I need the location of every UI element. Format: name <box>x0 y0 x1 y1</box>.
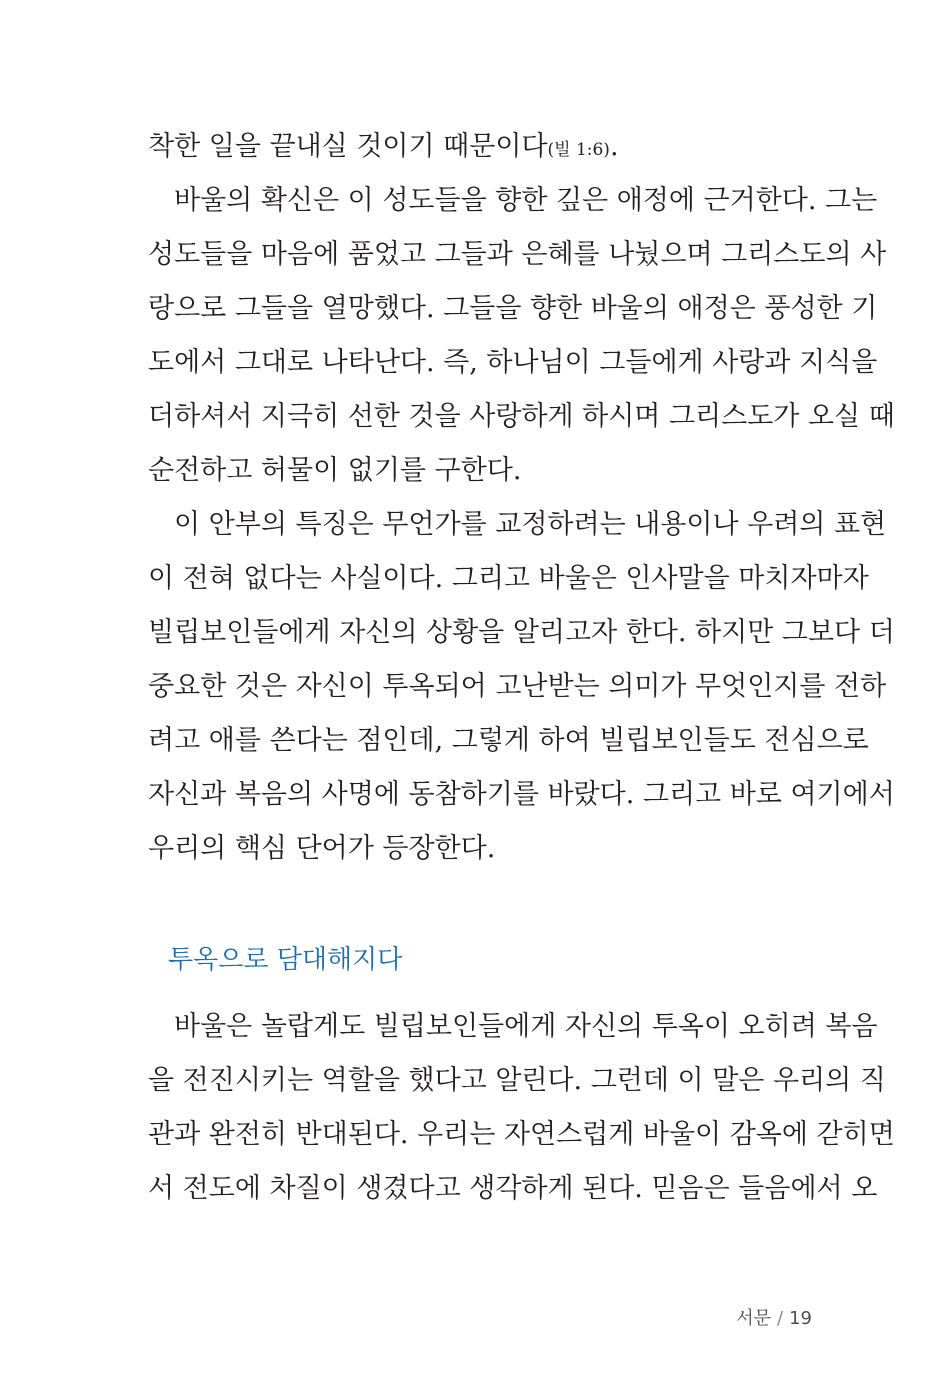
text-line: 도에서 그대로 나타난다. 즉, 하나님이 그들에게 사랑과 지식을 <box>148 347 878 378</box>
text-line: 바울의 확신은 이 성도들을 향한 깊은 애정에 근거한다. 그는 <box>174 185 878 216</box>
line-text: 착한 일을 끝내실 것이기 때문이다 <box>148 131 548 162</box>
text-line: 서 전도에 차질이 생겼다고 생각하게 된다. 믿음은 들음에서 오 <box>148 1173 878 1204</box>
scripture-citation: (빌 1:6) <box>547 140 610 160</box>
page-number: 19 <box>789 1308 812 1329</box>
page-footer <box>736 1305 812 1333</box>
text-line: 을 전진시키는 역할을 했다고 알린다. 그런데 이 말은 우리의 직 <box>148 1065 886 1096</box>
text-line: 더하셔서 지극히 선한 것을 사랑하게 하시며 그리스도가 오실 때 <box>148 401 895 432</box>
text-line: 중요한 것은 자신이 투옥되어 고난받는 의미가 무엇인지를 전하 <box>148 671 887 702</box>
section-body-text <box>148 1000 895 1216</box>
text-line: 이 안부의 특징은 무언가를 교정하려는 내용이나 우려의 표현 <box>174 509 887 540</box>
body-text <box>148 120 895 876</box>
text-line: 관과 완전히 반대된다. 우리는 자연스럽게 바울이 감옥에 갇히면 <box>148 1119 895 1150</box>
text-line <box>148 120 812 174</box>
section-heading: 투옥으로 담대해지다 <box>168 945 403 975</box>
text-line: 이 전혀 없다는 사실이다. 그리고 바울은 인사말을 마치자마자 <box>148 563 869 594</box>
footer-section-title: 서문 <box>736 1308 772 1329</box>
text-line: 바울은 놀랍게도 빌립보인들에게 자신의 투옥이 오히려 복음 <box>174 1011 878 1042</box>
footer-separator: / <box>777 1308 784 1329</box>
text-line: 성도들을 마음에 품었고 그들과 은혜를 나눴으며 그리스도의 사 <box>148 239 887 270</box>
text-line: 순전하고 허물이 없기를 구한다. <box>148 455 522 486</box>
text-line: 자신과 복음의 사명에 동참하기를 바랐다. 그리고 바로 여기에서 <box>148 779 895 810</box>
text-line: 우리의 핵심 단어가 등장한다. <box>148 833 496 864</box>
text-line: 랑으로 그들을 열망했다. 그들을 향한 바울의 애정은 풍성한 기 <box>148 293 878 324</box>
line-end: . <box>609 131 619 162</box>
text-line: 려고 애를 쓴다는 점인데, 그렇게 하여 빌립보인들도 전심으로 <box>148 725 869 756</box>
text-line: 빌립보인들에게 자신의 상황을 알리고자 한다. 하지만 그보다 더 <box>148 617 895 648</box>
